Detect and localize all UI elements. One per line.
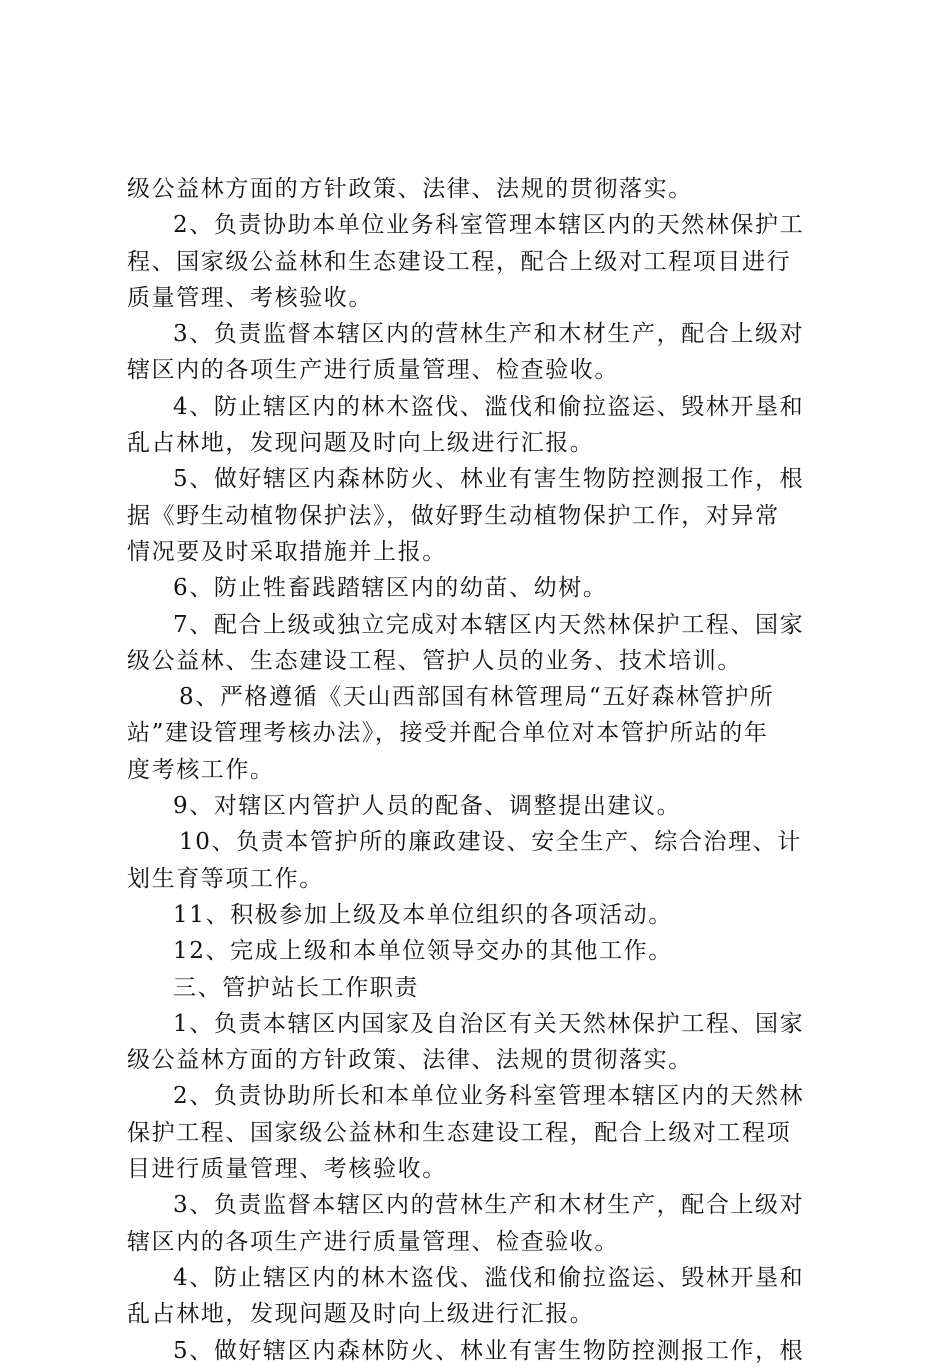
- text-line: 辖区内的各项生产进行质量管理、检查验收。: [127, 357, 619, 384]
- document-body: [127, 171, 831, 1369]
- text-line: 目进行质量管理、考核验收。: [127, 1156, 447, 1183]
- text-line: 5、做好辖区内森林防火、林业有害生物防控测报工作，根: [173, 466, 805, 493]
- text-line: 2、负责协助本单位业务科室管理本辖区内的天然林保护工: [173, 212, 805, 239]
- text-line: 质量管理、考核验收。: [127, 284, 373, 311]
- text-line: 级公益林方面的方针政策、法律、法规的贯彻落实。: [127, 1047, 693, 1074]
- text-line: 划生育等项工作。: [127, 865, 324, 892]
- text-line: 3、负责监督本辖区内的营林生产和木材生产，配合上级对: [173, 1192, 805, 1219]
- text-line: 6、防止牲畜践踏辖区内的幼苗、幼树。: [173, 575, 608, 602]
- text-line: 12、完成上级和本单位领导交办的其他工作。: [173, 938, 673, 965]
- text-line: 7、配合上级或独立完成对本辖区内天然林保护工程、国家: [173, 611, 805, 638]
- text-line: 情况要及时采取措施并上报。: [127, 538, 447, 565]
- text-line: 8、严格遵循《天山西部国有林管理局“五好森林管护所: [179, 684, 775, 711]
- text-line: 1、负责本辖区内国家及自治区有关天然林保护工程、国家: [173, 1010, 805, 1037]
- text-line: 10、负责本管护所的廉政建设、安全生产、综合治理、计: [179, 829, 802, 856]
- text-line: 11、积极参加上级及本单位组织的各项活动。: [173, 901, 673, 928]
- text-line: 度考核工作。: [127, 756, 275, 783]
- text-line: 保护工程、国家级公益林和生态建设工程，配合上级对工程项: [127, 1119, 792, 1146]
- text-line: 2、负责协助所长和本单位业务科室管理本辖区内的天然林: [173, 1083, 805, 1110]
- text-line: 乱占林地，发现问题及时向上级进行汇报。: [127, 1301, 595, 1328]
- text-line: 程、国家级公益林和生态建设工程，配合上级对工程项目进行: [127, 248, 792, 275]
- text-line: 辖区内的各项生产进行质量管理、检查验收。: [127, 1228, 619, 1255]
- text-line: 级公益林方面的方针政策、法律、法规的贯彻落实。: [127, 176, 693, 202]
- text-line: 级公益林、生态建设工程、管护人员的业务、技术培训。: [127, 647, 742, 674]
- text-line: 9、对辖区内管护人员的配备、调整提出建议。: [173, 793, 682, 820]
- text-line: 站”建设管理考核办法》，接受并配合单位对本管护所站的年: [127, 720, 769, 747]
- text-line: 4、防止辖区内的林木盗伐、滥伐和偷拉盗运、毁林开垦和: [173, 1264, 805, 1291]
- text-line: 3、负责监督本辖区内的营林生产和木材生产，配合上级对: [173, 321, 805, 348]
- text-line: 乱占林地，发现问题及时向上级进行汇报。: [127, 430, 595, 457]
- text-line: 4、防止辖区内的林木盗伐、滥伐和偷拉盗运、毁林开垦和: [173, 393, 805, 420]
- text-line: 5、做好辖区内森林防火、林业有害生物防控测报工作，根: [173, 1337, 805, 1364]
- text-line: 据《野生动植物保护法》，做好野生动植物保护工作，对异常: [127, 502, 780, 529]
- section-heading: 三、管护站长工作职责: [173, 974, 419, 1001]
